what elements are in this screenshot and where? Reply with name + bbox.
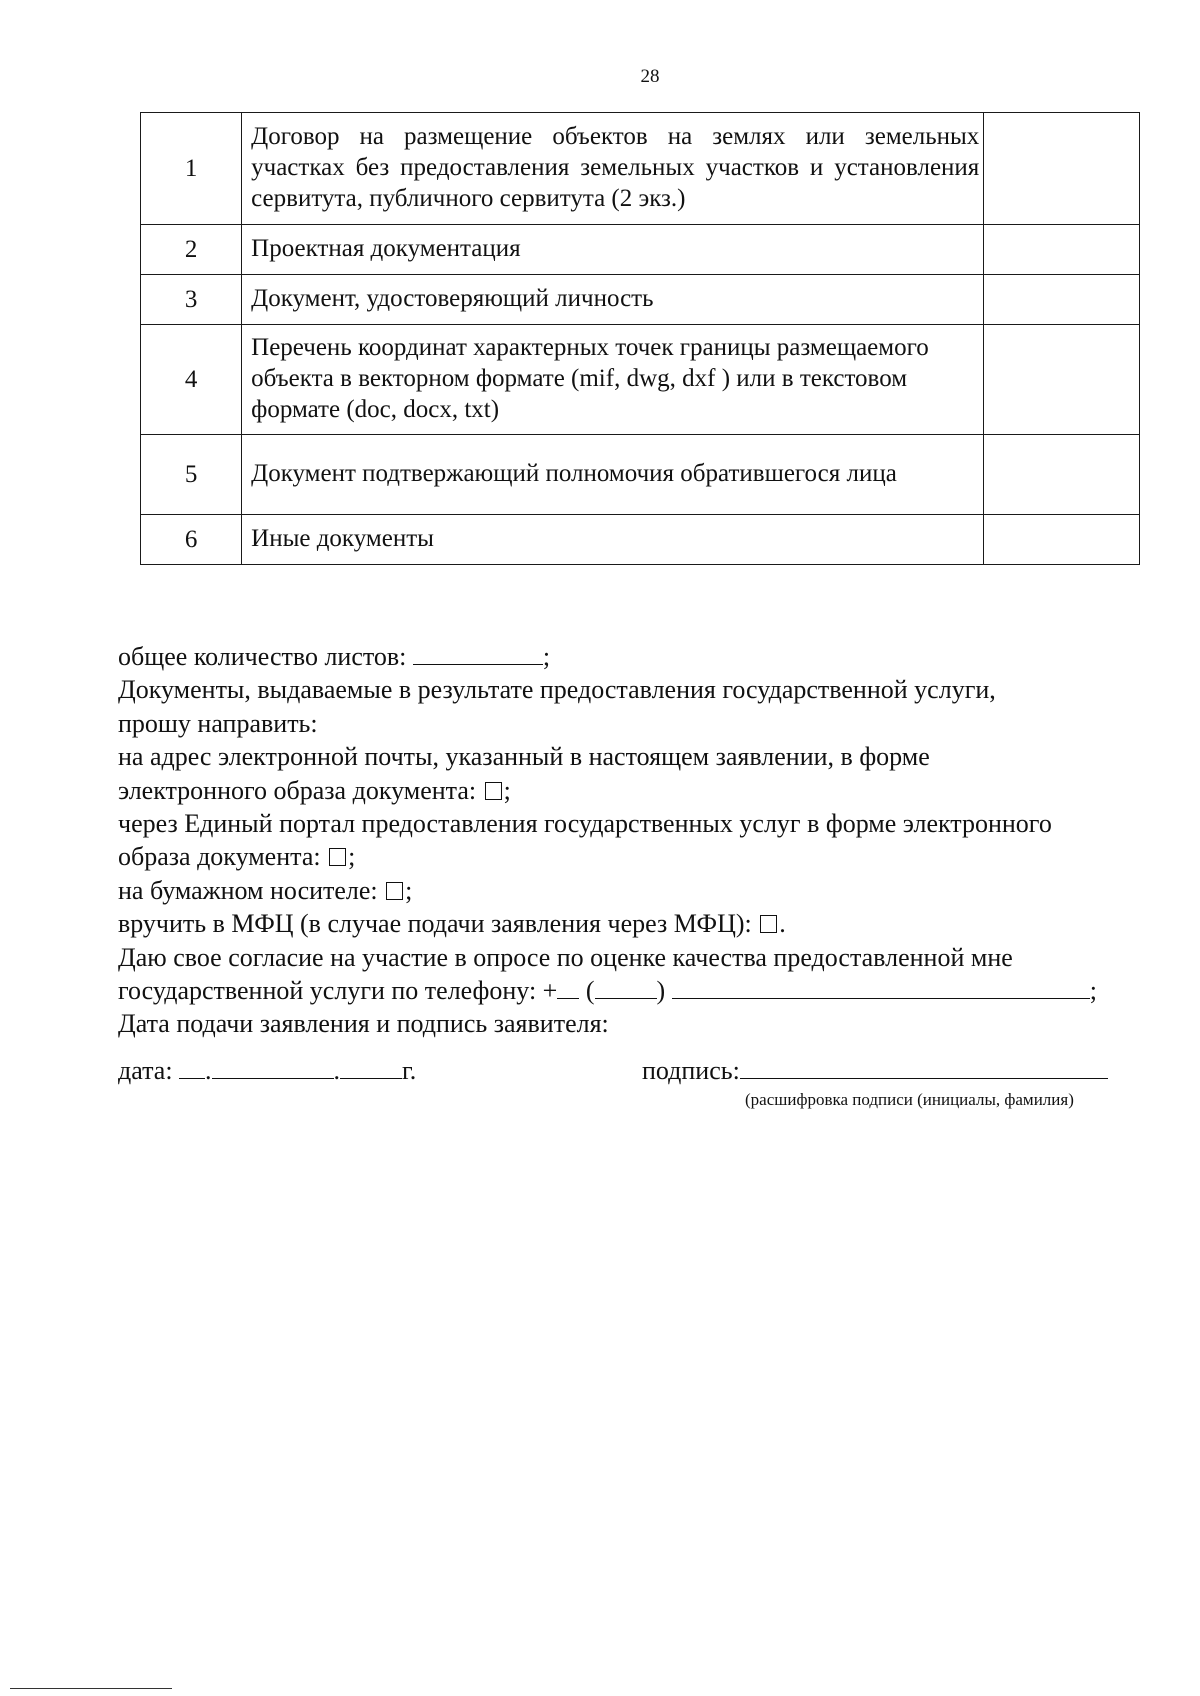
punctuation: . (205, 1056, 212, 1085)
paper-option-checkbox[interactable] (386, 882, 403, 900)
punctuation: ; (348, 842, 356, 872)
document-name: Проектная документация (242, 225, 984, 275)
portal-option-text: через Единый портал предоставления государственных услуг в форме электронного (118, 809, 1052, 839)
document-name: Перечень координат характерных точек границы размещаемого объекта в векторном формате (mif, dwg, dxf ) или в текстовом формате (doc, docx, txt) (242, 325, 984, 435)
mark-cell[interactable] (984, 113, 1140, 225)
paper-option-line (118, 874, 1148, 907)
mark-cell[interactable] (984, 275, 1140, 325)
month-field[interactable] (212, 1056, 334, 1079)
signature-caption: (расшифровка подписи (инициалы, фамилия) (745, 1090, 1074, 1109)
mfc-option-label: вручить в МФЦ (в случае подачи заявления через МФЦ): (118, 909, 752, 939)
phone-number-field[interactable] (672, 976, 1090, 999)
punctuation: ; (1089, 976, 1097, 1006)
table-row (141, 435, 1140, 515)
mark-cell[interactable] (984, 225, 1140, 275)
row-number: 5 (141, 435, 242, 515)
row-number: 3 (141, 275, 242, 325)
signature-line (642, 1054, 1108, 1087)
table-row (141, 325, 1140, 435)
date-signature-row (118, 1054, 1148, 1090)
phone-country-code-field[interactable] (557, 976, 579, 999)
sheets-count-field[interactable] (413, 642, 543, 665)
signature-block (118, 1054, 1148, 1090)
punctuation: . (333, 1056, 341, 1085)
document-name: Иные документы (242, 515, 984, 565)
row-number: 6 (141, 515, 242, 565)
document-name: Документ, удостоверяющий личность (242, 275, 984, 325)
portal-option-line (118, 840, 1148, 873)
signature-label: подпись: (642, 1056, 740, 1085)
email-option-label: электронного образа документа: (118, 775, 477, 805)
day-field[interactable] (179, 1056, 205, 1079)
date-label: дата: (118, 1056, 173, 1085)
row-number: 4 (141, 325, 242, 435)
mark-cell[interactable] (984, 515, 1140, 565)
punctuation: ; (405, 875, 413, 905)
footnote-rule (10, 1688, 172, 1689)
survey-phone-line (118, 974, 1148, 1007)
table-row (141, 515, 1140, 565)
document-name: Документ подтвержающий полномочия обратившегося лица (242, 435, 984, 515)
sheets-count-label: общее количество листов: (118, 642, 407, 671)
punctuation: . (779, 909, 786, 939)
results-intro: Документы, выдаваемые в результате предоставления государственной услуги, (118, 675, 996, 705)
phone-area-code-field[interactable] (595, 976, 657, 999)
portal-option-label: образа документа: (118, 842, 321, 872)
survey-consent-text: Даю свое согласие на участие в опросе по оценке качества предоставленной мне (118, 942, 1013, 972)
email-option-line (118, 774, 1148, 807)
delivery-options (118, 640, 1148, 1041)
mark-cell[interactable] (984, 325, 1140, 435)
sheets-count-line (118, 640, 1148, 673)
email-option-text: на адрес электронной почты, указанный в настоящем заявлении, в форме (118, 742, 930, 772)
documents-table (140, 112, 1140, 565)
year-field[interactable] (340, 1056, 402, 1079)
mfc-option-checkbox[interactable] (760, 915, 777, 933)
year-suffix: г. (402, 1056, 417, 1085)
date-line (118, 1054, 416, 1087)
table-row (141, 113, 1140, 225)
date-sign-intro: Дата подачи заявления и подпись заявителя: (118, 1009, 609, 1039)
table-row (141, 225, 1140, 275)
punctuation: ; (503, 775, 511, 805)
mark-cell[interactable] (984, 435, 1140, 515)
document-name: Договор на размещение объектов на землях или земельных участках без предоставления земельных участков и установления сервитута, публичного сервитута (2 экз.) (242, 113, 984, 225)
results-intro-cont: прошу направить: (118, 708, 318, 738)
punctuation: ( (585, 976, 595, 1006)
survey-phone-label: государственной услуги по телефону: + (118, 976, 558, 1006)
mfc-option-line (118, 907, 1148, 940)
signature-field[interactable] (740, 1056, 1108, 1079)
punctuation: ) (656, 976, 666, 1006)
row-number: 2 (141, 225, 242, 275)
table-row (141, 275, 1140, 325)
page-number: 28 (640, 66, 660, 87)
paper-option-label: на бумажном носителе: (118, 875, 378, 905)
email-option-checkbox[interactable] (485, 782, 502, 800)
row-number: 1 (141, 113, 242, 225)
punctuation: ; (542, 642, 551, 671)
portal-option-checkbox[interactable] (329, 848, 346, 866)
